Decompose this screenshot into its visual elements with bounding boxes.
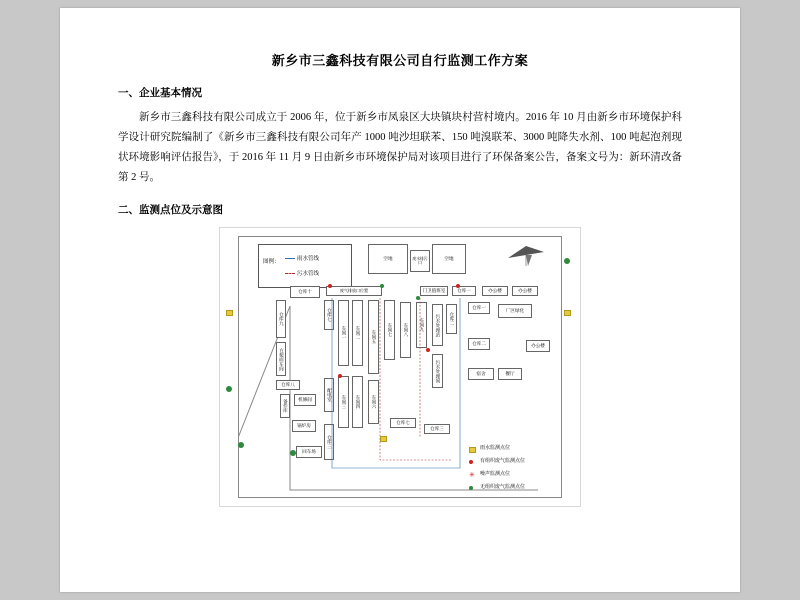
building-workshop-9: 车间九	[416, 302, 427, 348]
wastewater-outlet: 废水排污口	[410, 250, 430, 272]
point-legend-row-noise	[466, 468, 570, 481]
rain-point-south	[380, 436, 387, 442]
site-layout-figure	[219, 227, 581, 507]
point-legend-row-exhaust	[466, 455, 570, 468]
building-wastewater-room: 污水处理间	[432, 354, 443, 388]
building-warehouse-right-2: 仓库二	[468, 338, 490, 350]
star-red-icon: ✳	[469, 471, 475, 479]
legend-label-rainwater: 雨水管线	[297, 256, 320, 262]
point-fugitive-1	[380, 284, 384, 288]
perimeter-point-w	[226, 386, 232, 392]
point-exhaust-2	[456, 284, 460, 288]
dot-red-icon	[469, 460, 473, 464]
point-legend-label-noise: 噪声监测点位	[480, 472, 511, 477]
building-workshop-2: 车间二	[352, 300, 363, 366]
building-workshop-4: 车间四	[352, 376, 363, 428]
building-canteen: 餐厅	[498, 368, 522, 380]
document-page	[60, 8, 740, 592]
building-dormitory: 宿舍	[468, 368, 494, 380]
point-exhaust-3	[426, 348, 430, 352]
perimeter-point-ne	[564, 258, 570, 264]
legend-label-sewage: 污水管线	[297, 271, 320, 277]
building-factory-green: 厂区绿化	[498, 304, 532, 318]
building-turnaround-yard: 回车场	[296, 446, 322, 458]
building-workshop-1: 车间一	[338, 300, 349, 366]
building-spare-parts: 备件库	[280, 394, 290, 418]
square-yellow-icon	[469, 447, 476, 453]
building-workshop-7: 车间七	[384, 300, 395, 360]
building-office-1: 办公楼	[482, 286, 508, 296]
point-exhaust-1	[328, 284, 332, 288]
building-guard-room: 门卫值班室	[420, 286, 448, 296]
building-lower-block-1: 仓库七	[390, 418, 416, 428]
page-title: 新乡市三鑫科技有限公司自行监测工作方案	[271, 53, 529, 68]
building-warehouse-7: 仓库七	[324, 300, 334, 330]
point-legend-label-fugitive: 无组织废气监测点位	[480, 485, 526, 490]
point-fugitive-2	[416, 296, 420, 300]
open-area-1: 空地	[368, 244, 408, 274]
building-warehouse-1: 仓库一	[452, 286, 476, 296]
section-heading-2: 二、监测点位及示意图	[118, 205, 223, 216]
section-paragraph-1: 新乡市三鑫科技有限公司成立于 2006 年，位于新乡市凤泉区大块镇块村营村境内。2016 年 10 月由新乡市环境保护科学设计研究院编制了《新乡市三鑫科技有限公司年产 1000 吨沙坦联苯、150 吨溴联苯、3000 吨降失水剂、100 吨起泡剂现状环境影响评估报告》，于 2016 年 11 月 9 日由新乡市环境保护局对该项目进行了环保备案公告，备案文号为：新环清改备 第 2 号。	[118, 112, 682, 183]
building-power-room: 配电室	[324, 378, 334, 412]
building-maintenance: 机修间	[294, 394, 316, 406]
perimeter-point-sw	[238, 442, 244, 448]
building-boiler-room: 锅炉房	[292, 420, 316, 432]
building-workshop-8: 车间八	[400, 302, 411, 358]
building-warehouse-10: 仓库十	[290, 286, 320, 298]
rain-point-east	[564, 310, 571, 316]
building-workshop-3: 车间三	[338, 376, 349, 428]
building-lower-block-2: 仓库三	[424, 424, 450, 434]
building-office-right: 办公楼	[526, 340, 550, 352]
building-warehouse-3: 仓库三	[324, 424, 334, 460]
building-office-2: 办公楼	[512, 286, 538, 296]
building-workshop-5: 车间五	[368, 300, 379, 374]
building-wastewater-station: 污水处理站	[432, 304, 443, 346]
dot-green-icon	[469, 486, 473, 490]
point-legend-label-rain: 雨水监测点位	[480, 446, 511, 451]
open-area-2: 空地	[432, 244, 466, 274]
perimeter-point-s	[290, 450, 296, 456]
point-legend-row-rain	[466, 442, 570, 455]
point-legend	[466, 442, 570, 494]
section-heading-1: 一、企业基本情况	[118, 88, 202, 99]
building-warehouse-9: 仓库九	[276, 300, 286, 338]
rain-point-west	[226, 310, 233, 316]
building-noodle-workshop: 方便面车间	[276, 342, 286, 376]
building-workshop-6: 车间六	[368, 380, 379, 424]
point-exhaust-4	[338, 374, 342, 378]
building-warehouse-8: 仓库八	[276, 380, 300, 390]
building-warehouse-right: 仓库一	[468, 302, 490, 314]
legend-title: 图例：	[263, 259, 280, 265]
building-warehouse-2: 仓库二	[446, 304, 457, 334]
point-legend-row-fugitive	[466, 481, 570, 494]
point-legend-label-exhaust: 有组织废气监测点位	[480, 459, 526, 464]
exhaust-outlet-label: 废气排放口位置	[326, 286, 382, 296]
